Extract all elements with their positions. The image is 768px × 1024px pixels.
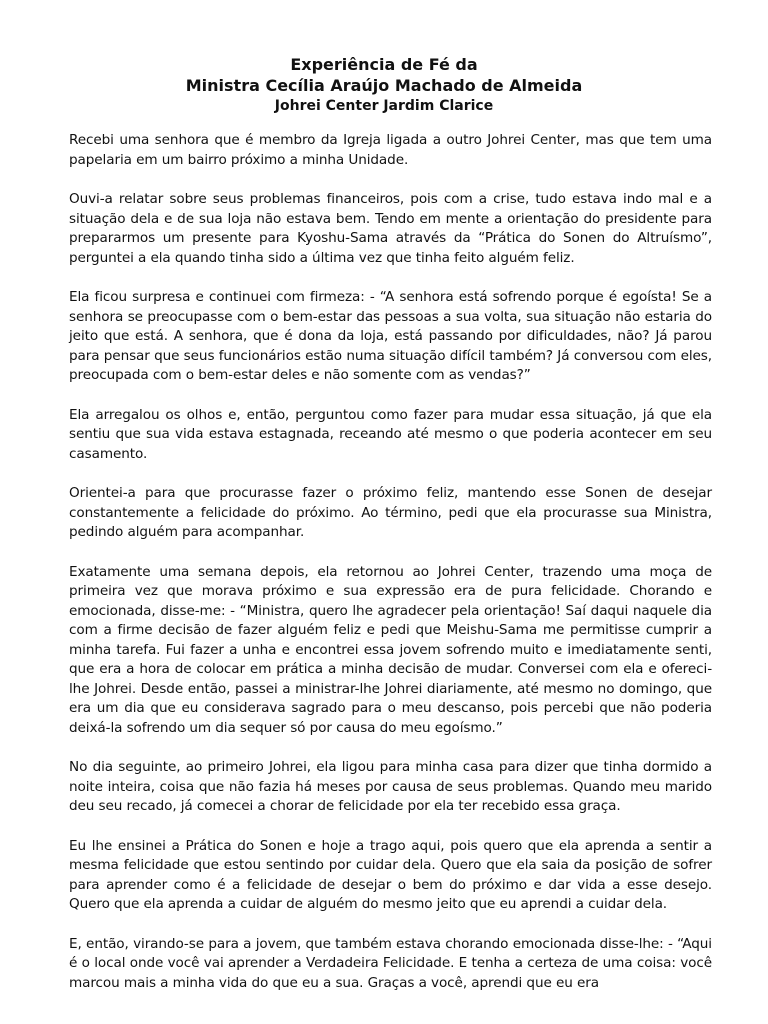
paragraph-9: E, então, virando-se para a jovem, que também estava chorando emocionada disse-lhe: - “Aqui é o local onde você vai aprender a Verdadeira Felicidade. E tenha a certeza de uma coisa: você marcou mais a minha vida do que eu a sua. Graças a você, aprendi que eu era [69, 935, 712, 991]
paragraph-6: Exatamente uma semana depois, ela retornou ao Johrei Center, trazendo uma moça de primeira vez que morava próximo e sua expressão era de pura felicidade. Chorando e emocionada, disse-me: - “Ministra, quero lhe agradecer pela orientação! Saí daqui naquele dia com a firme decisão de fazer alguém feliz e pedi que Meishu-Sama me permitisse cumprir a minha tarefa. Fui fazer a unha e encontrei essa jovem sofrendo muito e imediatamente senti, que era a hora de colocar em prática a minha decisão de mudar. Conversei com ela e ofereci-lhe Johrei. Desde então, passei a ministrar-lhe Johrei diariamente, até mesmo no domingo, que era um dia que eu considerava sagrado para o meu descanso, pois percebi que não poderia deixá-la sofrendo um dia sequer só por causa do meu egoísmo.” [69, 563, 712, 736]
document-title-line-1: Experiência de Fé da [290, 55, 478, 74]
document-body [69, 131, 712, 1013]
paragraph-2: Ouvi-a relatar sobre seus problemas financeiros, pois com a crise, tudo estava indo mal e a situação dela e de sua loja não estava bem. Tendo em mente a orientação do presidente para prepararmos um presente para Kyoshu-Sama através da “Prática do Sonen do Altruísmo”, perguntei a ela quando tinha sido a última vez que tinha feito alguém feliz. [69, 191, 712, 266]
paragraph-7: No dia seguinte, ao primeiro Johrei, ela ligou para minha casa para dizer que tinha dormido a noite inteira, coisa que não fazia há meses por causa de seus problemas. Quando meu marido deu seu recado, já comecei a chorar de felicidade por ela ter recebido essa graça. [69, 759, 712, 814]
document-title-line-2: Ministra Cecília Araújo Machado de Almeida [185, 76, 583, 95]
paragraph-1: Recebi uma senhora que é membro da Igreja ligada a outro Johrei Center, mas que tem uma papelaria em um bairro próximo a minha Unidade. [69, 132, 712, 168]
document-header [0, 54, 768, 116]
paragraph-3: Ela ficou surpresa e continuei com firmeza: - “A senhora está sofrendo porque é egoísta! Se a senhora se preocupasse com o bem-estar das pessoas a sua volta, sua situação não estaria do jeito que está. A senhora, que é dona da loja, está passando por dificuldades, não? Já parou para pensar que seus funcionários estão numa situação difícil também? Já conversou com eles, preocupada com o bem-estar deles e não somente com as vendas?” [69, 289, 712, 383]
document-subtitle: Johrei Center Jardim Clarice [274, 98, 494, 114]
paragraph-4: Ela arregalou os olhos e, então, perguntou como fazer para mudar essa situação, já que ela sentiu que sua vida estava estagnada, receando até mesmo o que poderia acontecer em seu casamento. [69, 406, 712, 462]
paragraph-5: Orientei-a para que procurasse fazer o próximo feliz, mantendo esse Sonen de desejar constantemente a felicidade do próximo. Ao término, pedi que ela procurasse sua Ministra, pedindo alguém para acompanhar. [69, 485, 712, 540]
paragraph-8: Eu lhe ensinei a Prática do Sonen e hoje a trago aqui, pois quero que ela aprenda a sentir a mesma felicidade que estou sentindo por cuidar dela. Quero que ela saia da posição de sofrer para aprender como é a felicidade de desejar o bem do próximo e dar vida a esse desejo. Quero que ela aprenda a cuidar de alguém do mesmo jeito que eu aprendi a cuidar dela. [69, 837, 712, 912]
